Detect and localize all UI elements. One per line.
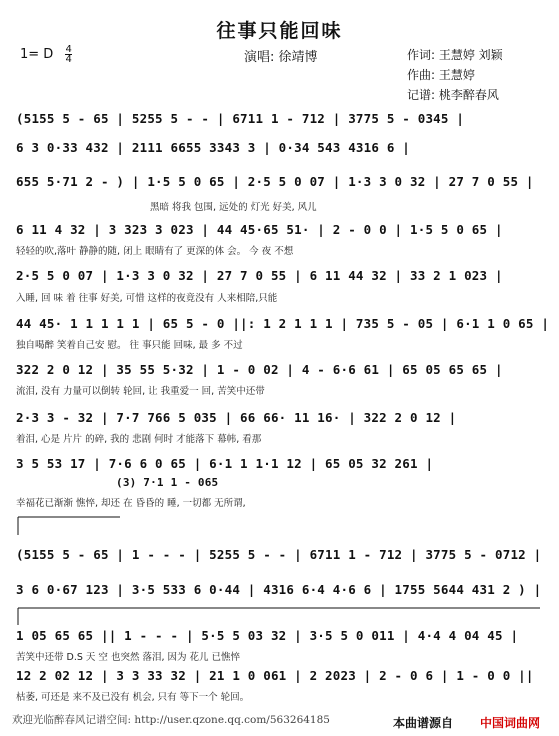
time-sig-top: 4 — [65, 44, 72, 55]
footer-source-label: 本曲谱源自 — [393, 716, 454, 730]
composer-credit: 作曲: 王慧婷 — [407, 68, 475, 82]
lyric-line: 入睡, 回 味 着 往事 好美, 可惜 这样的夜竟没有 人来相陪,只能 — [16, 293, 278, 304]
lyric-line: 着泪, 心是 片片 的碎, 我的 悲剧 何时 才能落下 幕帏, 看那 — [16, 434, 262, 445]
score-line: 12 2 02 12 | 3 3 33 32 | 21 1 0 061 | 2 2023 | 2 - 0 6 | 1 - 0 0 || — [16, 668, 534, 683]
lyric-line: 幸福花已渐渐 憔悴, 却还 在 昏昏的 睡, 一切都 无所谓, — [16, 498, 246, 509]
score-line: 2·3 3 - 32 | 7·7 766 5 035 | 66 66· 11 16· | 322 2 0 12 | — [16, 410, 457, 425]
score-line: (3) 7·1 1 - 065 — [116, 476, 219, 489]
score-line: (5155 5 - 65 | 1 - - - | 5255 5 - - | 6711 1 - 712 | 3775 5 - 0712 | — [16, 547, 542, 562]
lyric-line: 流泪, 没有 力量可以倒转 轮回, 让 我重爱一 回, 苦笑中还带 — [16, 386, 265, 397]
score-line: 655 5·71 2 - ) | 1·5 5 0 65 | 2·5 5 0 07 | 1·3 3 0 32 | 27 7 0 55 | — [16, 174, 534, 189]
lyric-line: 枯萎, 可还是 来不及已没有 机会, 只有 等下一个 轮回。 — [16, 692, 250, 703]
lyric-line: 轻轻的吹,落叶 静静的随, 闭上 眼睛有了 更深的体 会。 今 夜 不想 — [16, 246, 294, 257]
score-line: 3 6 0·67 123 | 3·5 533 6 0·44 | 4316 6·4 4·6 6 | 1755 5644 431 2 ) | — [16, 582, 542, 597]
score-line: 322 2 0 12 | 35 55 5·32 | 1 - 0 02 | 4 - 6·6 61 | 65 05 65 65 | — [16, 362, 503, 377]
lyric-line: 独自喝醉 笑着自己安 慰。 往 事只能 回味, 最 多 不过 — [16, 340, 243, 351]
page-title: 往事只能回味 — [216, 20, 343, 42]
time-sig-bottom: 4 — [65, 54, 72, 65]
key-label: 1= D — [20, 47, 54, 62]
footer-site-logo[interactable]: 中国词曲网 — [480, 716, 541, 730]
lyricist-credit: 作词: 王慧婷 刘颖 — [407, 48, 503, 62]
key-signature — [20, 45, 72, 64]
score-line: (5155 5 - 65 | 5255 5 - - | 6711 1 - 712 | 3775 5 - 0345 | — [16, 111, 465, 126]
lyric-line: 苦笑中还带 D.S 天 空 也突然 落泪, 因为 花儿 已憔悴 — [16, 652, 241, 663]
lyric-line: 黑暗 将我 包围, 远处的 灯光 好美, 风儿 — [150, 202, 317, 213]
score-line: 2·5 5 0 07 | 1·3 3 0 32 | 27 7 0 55 | 6 11 44 32 | 33 2 1 023 | — [16, 268, 503, 283]
score-line: 3 5 53 17 | 7·6 6 0 65 | 6·1 1 1·1 12 | 65 05 32 261 | — [16, 456, 434, 471]
score-line: 1 05 65 65 || 1 - - - | 5·5 5 03 32 | 3·5 5 0 011 | 4·4 4 04 45 | — [16, 628, 519, 643]
time-signature — [65, 45, 71, 64]
transcriber-credit: 记谱: 桃李醉春风 — [407, 88, 499, 102]
footer-url: 欢迎光临醉春风记谱空间: http://user.qzone.qq.com/563264185 — [12, 714, 330, 726]
score-line: 6 11 4 32 | 3 323 3 023 | 44 45·65 51· | 2 - 0 0 | 1·5 5 0 65 | — [16, 222, 503, 237]
score-line: 6 3 0·33 432 | 2111 6655 3343 3 | 0·34 543 4316 6 | — [16, 140, 411, 155]
singer-credit: 演唱: 徐靖博 — [244, 50, 318, 65]
score-line: 44 45· 1 1 1 1 1 | 65 5 - 0 ||: 1 2 1 1 1 | 735 5 - 05 | 6·1 1 0 65 | — [16, 316, 550, 331]
